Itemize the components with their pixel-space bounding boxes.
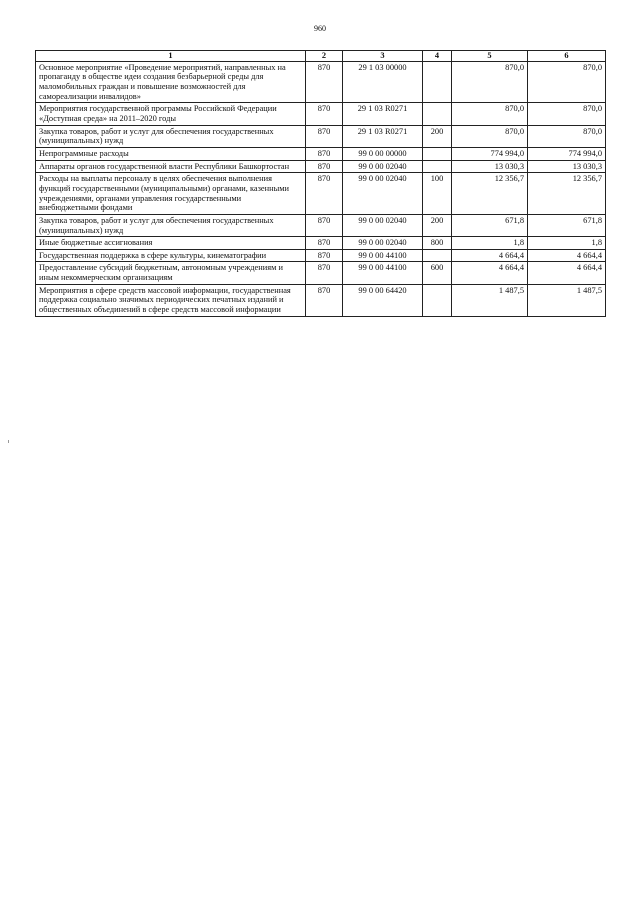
- row-name: Закупка товаров, работ и услуг для обеспечения государственных (муниципальных) нужд: [36, 214, 306, 236]
- row-value-col-6: 1 487,5: [528, 284, 606, 316]
- row-value-col-5: 1 487,5: [452, 284, 528, 316]
- table-row: [36, 237, 606, 250]
- row-col-4: 600: [423, 262, 452, 284]
- row-col-2: 870: [306, 214, 343, 236]
- row-col-2: 870: [306, 147, 343, 160]
- row-col-4: [423, 61, 452, 103]
- row-col-4: [423, 249, 452, 262]
- row-col-4: 200: [423, 125, 452, 147]
- row-col-2: 870: [306, 262, 343, 284]
- row-code: 99 0 00 00000: [343, 147, 423, 160]
- row-col-4: [423, 103, 452, 125]
- row-value-col-5: 870,0: [452, 61, 528, 103]
- table-row: [36, 214, 606, 236]
- row-col-2: 870: [306, 284, 343, 316]
- margin-mark: [8, 440, 9, 443]
- row-name: Мероприятия государственной программы Российской Федерации «Доступная среда» на 2011–2020 годы: [36, 103, 306, 125]
- row-value-col-6: 870,0: [528, 61, 606, 103]
- row-value-col-5: 870,0: [452, 103, 528, 125]
- row-col-4: [423, 147, 452, 160]
- row-col-4: 100: [423, 173, 452, 215]
- row-value-col-6: 4 664,4: [528, 249, 606, 262]
- row-code: 99 0 00 44100: [343, 262, 423, 284]
- row-value-col-6: 774 994,0: [528, 147, 606, 160]
- row-code: 99 0 00 02040: [343, 160, 423, 173]
- row-value-col-5: 4 664,4: [452, 262, 528, 284]
- row-value-col-5: 13 030,3: [452, 160, 528, 173]
- row-value-col-6: 1,8: [528, 237, 606, 250]
- table-row: [36, 160, 606, 173]
- row-value-col-5: 870,0: [452, 125, 528, 147]
- table-row: [36, 147, 606, 160]
- header-col-1: 1: [36, 51, 306, 62]
- row-code: 29 1 03 R0271: [343, 125, 423, 147]
- row-value-col-6: 671,8: [528, 214, 606, 236]
- row-col-2: 870: [306, 125, 343, 147]
- row-col-4: [423, 160, 452, 173]
- row-name: Мероприятия в сфере средств массовой информации, государственная поддержка социально значимых периодических печатных изданий и общественных объединений в сфере средств массовой информации: [36, 284, 306, 316]
- row-code: 99 0 00 64420: [343, 284, 423, 316]
- table-row: [36, 262, 606, 284]
- row-value-col-5: 671,8: [452, 214, 528, 236]
- table-row: [36, 125, 606, 147]
- row-value-col-6: 870,0: [528, 125, 606, 147]
- row-code: 99 0 00 02040: [343, 237, 423, 250]
- table-row: [36, 103, 606, 125]
- row-col-4: [423, 284, 452, 316]
- row-value-col-5: 4 664,4: [452, 249, 528, 262]
- header-col-4: 4: [423, 51, 452, 62]
- table-row: [36, 173, 606, 215]
- row-code: 29 1 03 R0271: [343, 103, 423, 125]
- row-name: Основное мероприятие «Проведение мероприятий, направленных на пропаганду в обществе идеи создания безбарьерной среды для маломобильных граждан и повышение возможностей для самореализации инвалидов»: [36, 61, 306, 103]
- row-name: Непрограммные расходы: [36, 147, 306, 160]
- row-code: 29 1 03 00000: [343, 61, 423, 103]
- header-col-6: 6: [528, 51, 606, 62]
- row-code: 99 0 00 02040: [343, 214, 423, 236]
- row-col-4: 800: [423, 237, 452, 250]
- row-name: Расходы на выплаты персоналу в целях обеспечения выполнения функций государственными (муниципальными) органами, казенными учреждениями, органами управления государственными внебюджетными фондами: [36, 173, 306, 215]
- row-name: Аппараты органов государственной власти Республики Башкортостан: [36, 160, 306, 173]
- row-col-2: 870: [306, 160, 343, 173]
- row-name: Закупка товаров, работ и услуг для обеспечения государственных (муниципальных) нужд: [36, 125, 306, 147]
- row-value-col-6: 870,0: [528, 103, 606, 125]
- row-col-2: 870: [306, 237, 343, 250]
- header-col-3: 3: [343, 51, 423, 62]
- row-col-4: 200: [423, 214, 452, 236]
- table-row: [36, 249, 606, 262]
- table-body: [36, 61, 606, 316]
- row-code: 99 0 00 02040: [343, 173, 423, 215]
- row-col-2: 870: [306, 61, 343, 103]
- table-header-row: [36, 51, 606, 62]
- page-number: 960: [314, 24, 326, 33]
- row-col-2: 870: [306, 249, 343, 262]
- row-value-col-6: 13 030,3: [528, 160, 606, 173]
- row-col-2: 870: [306, 173, 343, 215]
- row-col-2: 870: [306, 103, 343, 125]
- row-value-col-6: 12 356,7: [528, 173, 606, 215]
- row-value-col-5: 774 994,0: [452, 147, 528, 160]
- table-row: [36, 284, 606, 316]
- row-name: Иные бюджетные ассигнования: [36, 237, 306, 250]
- row-code: 99 0 00 44100: [343, 249, 423, 262]
- row-name: Государственная поддержка в сфере культуры, кинематографии: [36, 249, 306, 262]
- row-value-col-5: 12 356,7: [452, 173, 528, 215]
- table-row: [36, 61, 606, 103]
- header-col-5: 5: [452, 51, 528, 62]
- row-value-col-6: 4 664,4: [528, 262, 606, 284]
- budget-table: [35, 50, 606, 317]
- row-name: Предоставление субсидий бюджетным, автономным учреждениям и иным некоммерческим организациям: [36, 262, 306, 284]
- row-value-col-5: 1,8: [452, 237, 528, 250]
- header-col-2: 2: [306, 51, 343, 62]
